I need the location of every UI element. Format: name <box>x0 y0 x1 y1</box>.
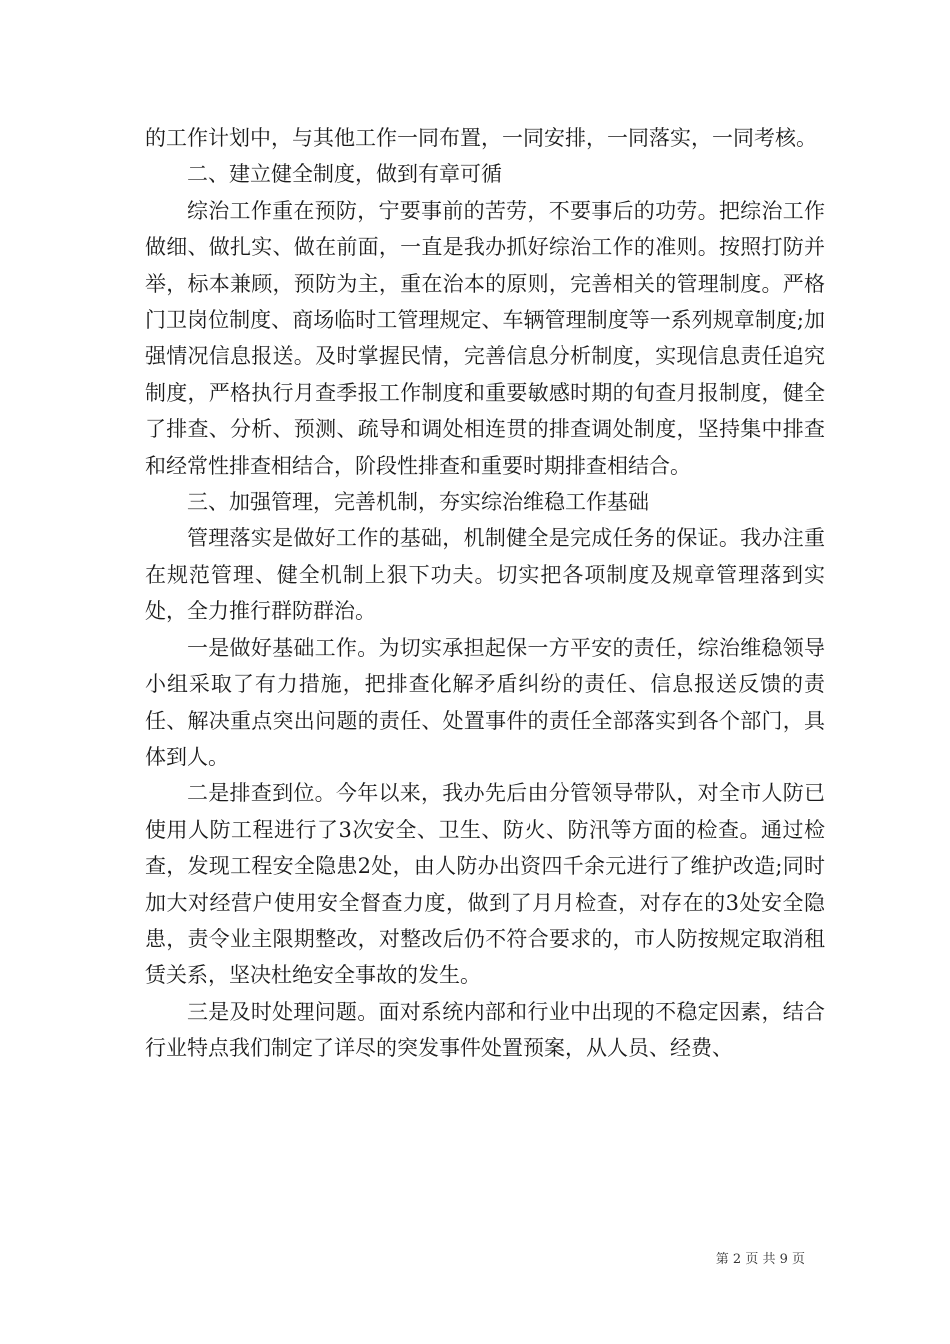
paragraph-handling-issues: 三是及时处理问题。面对系统内部和行业中出现的不稳定因素，结合行业特点我们制定了详尽的突发事件处置预案，从人员、经费、 <box>145 999 825 1061</box>
paragraph-management: 管理落实是做好工作的基础，机制健全是完成任务的保证。我办注重在规范管理、健全机制上狠下功夫。切实把各项制度及规章管理落到实处，全力推行群防群治。 <box>145 526 825 624</box>
document-body <box>145 120 825 1067</box>
paragraph-basic-work: 一是做好基础工作。为切实承担起保一方平安的责任，综治维稳领导小组采取了有力措施，把排查化解矛盾纠纷的责任、信息报送反馈的责任、解决重点突出问题的责任、处置事件的责任全部落实到各个部门，具体到人。 <box>145 635 825 769</box>
page-number-footer: 第 2 页 共 9 页 <box>715 1252 805 1267</box>
section-heading-3: 三、加强管理，完善机制，夯实综治维稳工作基础 <box>187 490 649 515</box>
section-heading-2: 二、建立健全制度，做到有章可循 <box>187 162 502 187</box>
paragraph-inspection: 二是排查到位。今年以来，我办先后由分管领导带队，对全市人防已使用人防工程进行了3次安全、卫生、防火、防汛等方面的检查。通过检查，发现工程安全隐患2处，由人防办出资四千余元进行了维护改造;同时加大对经营户使用安全督查力度，做到了月月检查，对存在的3处安全隐患，责令业主限期整改，对整改后仍不符合要求的，市人防按规定取消租赁关系，坚决杜绝安全事故的发生。 <box>145 781 825 988</box>
paragraph-continuation: 的工作计划中，与其他工作一同布置，一同安排，一同落实，一同考核。 <box>145 126 817 150</box>
paragraph-prevention: 综治工作重在预防，宁要事前的苦劳，不要事后的功劳。把综治工作做细、做扎实、做在前面，一直是我办抓好综治工作的准则。按照打防并举，标本兼顾，预防为主，重在治本的原则，完善相关的管理制度。严格门卫岗位制度、商场临时工管理规定、车辆管理制度等一系列规章制度;加强情况信息报送。及时掌握民情，完善信息分析制度，实现信息责任追究制度，严格执行月查季报工作制度和重要敏感时期的旬查月报制度，健全了排查、分析、预测、疏导和调处相连贯的排查调处制度，坚持集中排查和经常性排查相结合，阶段性排查和重要时期排查相结合。 <box>145 198 825 478</box>
